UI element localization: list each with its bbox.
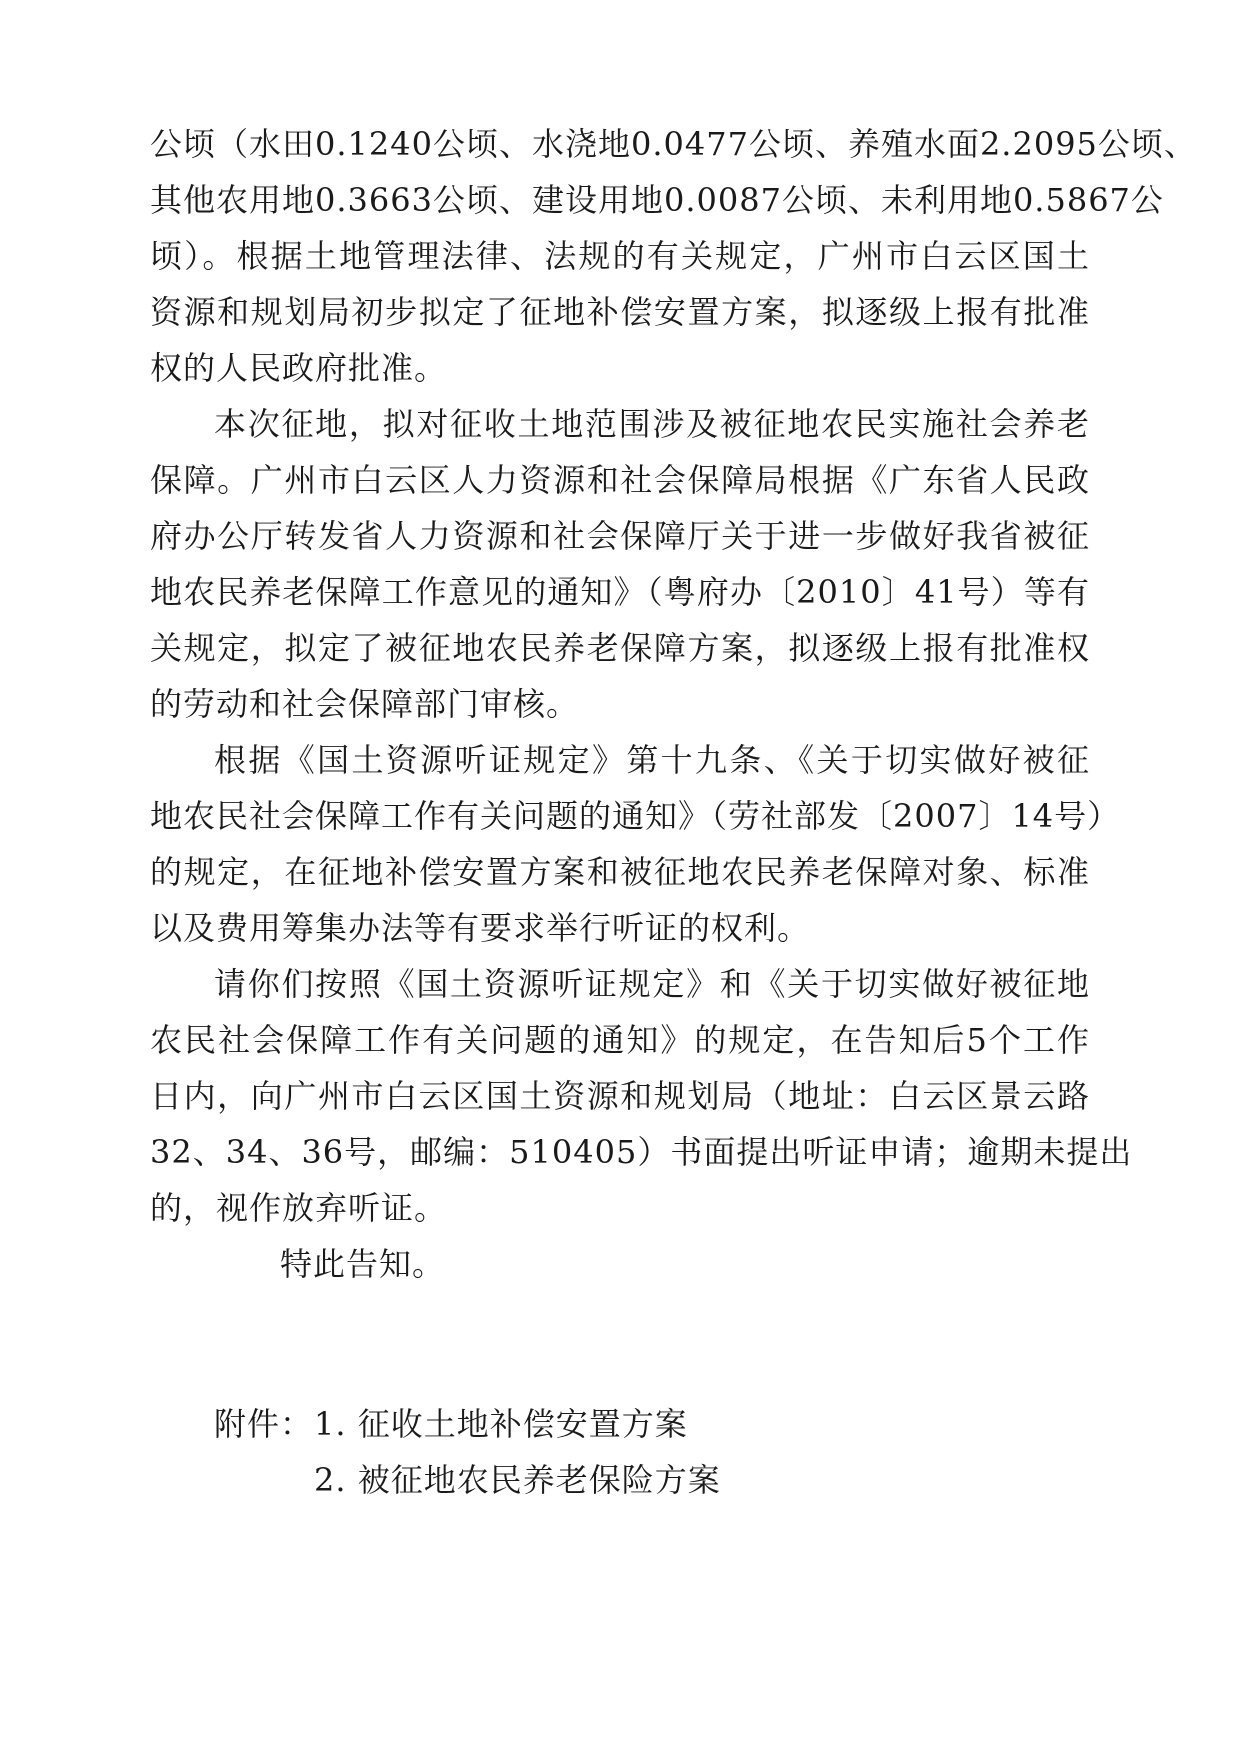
body-line: 公顷（水田0.1240公顷、水浇地0.0477公顷、养殖水面2.2095公顷、	[150, 125, 1197, 163]
body-line: 其他农用地0.3663公顷、建设用地0.0087公顷、未利用地0.5867公	[150, 181, 1164, 219]
body-line: 保障。广州市白云区人力资源和社会保障局根据《广东省人民政	[150, 461, 1090, 499]
body-line: 的规定，在征地补偿安置方案和被征地农民养老保障对象、标准	[150, 853, 1090, 891]
body-line: 府办公厅转发省人力资源和社会保障厅关于进一步做好我省被征	[150, 517, 1090, 555]
body-line: 以及费用筹集办法等有要求举行听证的权利。	[150, 909, 811, 947]
body-line: 关规定，拟定了被征地农民养老保障方案，拟逐级上报有批准权	[150, 629, 1090, 667]
body-line: 日内，向广州市白云区国土资源和规划局（地址：白云区景云路	[150, 1077, 1090, 1115]
attachments-label: 附件：	[214, 1405, 314, 1443]
attachment-item-1: 1. 征收土地补偿安置方案	[314, 1405, 688, 1443]
body-line: 32、34、36号，邮编：510405）书面提出听证申请；逾期未提出	[150, 1133, 1133, 1171]
body-line: 的，视作放弃听证。	[150, 1189, 448, 1227]
body-line: 权的人民政府批准。	[150, 349, 448, 387]
body-line: 本次征地，拟对征收土地范围涉及被征地农民实施社会养老	[214, 405, 1090, 443]
body-line: 农民社会保障工作有关问题的通知》的规定，在告知后5个工作	[150, 1021, 1090, 1059]
body-line: 的劳动和社会保障部门审核。	[150, 685, 580, 723]
body-line: 地农民养老保障工作意见的通知》（粤府办〔2010〕41号）等有	[150, 573, 1090, 611]
attachment-item-2: 2. 被征地农民养老保险方案	[314, 1461, 721, 1499]
body-line: 根据《国土资源听证规定》第十九条、《关于切实做好被征	[214, 741, 1090, 779]
body-line: 地农民社会保障工作有关问题的通知》（劳社部发〔2007〕14号）	[150, 797, 1121, 835]
body-line: 资源和规划局初步拟定了征地补偿安置方案，拟逐级上报有批准	[150, 293, 1090, 331]
body-line: 请你们按照《国土资源听证规定》和《关于切实做好被征地	[214, 965, 1090, 1003]
closing-text: 特此告知。	[280, 1245, 446, 1283]
body-line: 顷）。根据土地管理法律、法规的有关规定，广州市白云区国土	[150, 237, 1090, 275]
